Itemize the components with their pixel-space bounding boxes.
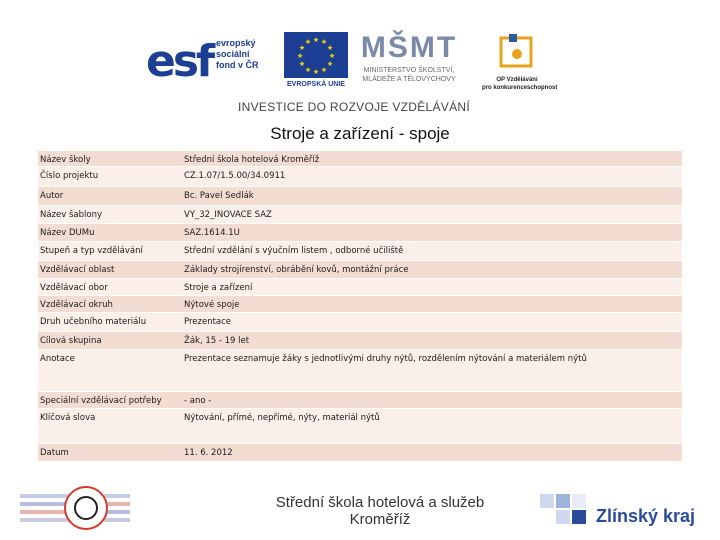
- metadata-table: [38, 151, 682, 462]
- row-value: Střední vzdělání s výučním listem , odborné učiliště: [184, 246, 404, 256]
- svg-text:★: ★: [304, 66, 312, 74]
- row-label: Název DUMu: [40, 228, 95, 238]
- region-name: Zlínský kraj: [596, 506, 696, 526]
- svg-text:★: ★: [320, 66, 328, 74]
- school-name-line-1: Střední škola hotelová a služeb: [275, 494, 485, 511]
- op-emblem-icon: [495, 32, 539, 72]
- msmt-logo: [344, 30, 474, 94]
- row-value: Střední škola hotelová Kroměříž: [184, 155, 320, 165]
- school-seal-icon: [64, 486, 108, 530]
- row-label: Vzdělávací obor: [40, 283, 108, 293]
- row-value: - ano -: [184, 396, 212, 406]
- msmt-caption-1: MINISTERSTVO ŠKOLSTVÍ,: [363, 67, 455, 74]
- esf-caption: evropský sociální fond v ČR: [216, 38, 259, 70]
- zlinsky-kraj-logo: [540, 490, 710, 534]
- esf-letters: esf: [146, 36, 213, 87]
- svg-text:★: ★: [320, 38, 328, 46]
- row-label: Speciální vzdělávací potřeby: [40, 396, 162, 406]
- svg-text:★: ★: [326, 60, 334, 68]
- row-value: Prezentace: [184, 317, 232, 327]
- op-caption-1: OP Vzdělávání: [496, 77, 538, 83]
- eu-flag-icon: [284, 32, 348, 78]
- table-row: [38, 279, 682, 296]
- school-name: [270, 494, 490, 528]
- deco-bar: [20, 518, 72, 522]
- table-row: [38, 187, 682, 206]
- deco-square: [540, 494, 554, 508]
- row-value: Základy strojírenství, obrábění kovů, montážní práce: [184, 265, 409, 275]
- row-value: Nýtování, přímé, nepřímé, nýty, materiál nýtů: [184, 413, 380, 423]
- svg-text:★: ★: [298, 44, 306, 52]
- table-row: [38, 206, 682, 224]
- table-row: [38, 332, 682, 350]
- svg-text:★: ★: [304, 38, 312, 46]
- row-label: Klíčová slova: [40, 413, 96, 423]
- msmt-caption-2: MLÁDEŽE A TĚLOVÝCHOVY: [362, 76, 456, 83]
- deco-square: [572, 510, 586, 524]
- table-row: [38, 444, 682, 462]
- row-label: Vzdělávací okruh: [40, 300, 113, 310]
- esf-logo: [146, 32, 278, 92]
- deco-square: [556, 510, 570, 524]
- row-label: Autor: [40, 191, 64, 201]
- svg-text:★: ★: [312, 68, 320, 76]
- row-value: SAZ.1614.1U: [184, 228, 240, 238]
- table-row: [38, 350, 682, 392]
- row-label: Číslo projektu: [40, 171, 99, 181]
- table-row: [38, 242, 682, 261]
- row-label: Vzdělávací oblast: [40, 265, 115, 275]
- table-row: [38, 261, 682, 279]
- svg-text:★: ★: [326, 44, 334, 52]
- row-label: Cílová skupina: [40, 336, 102, 346]
- svg-text:★: ★: [296, 52, 304, 60]
- row-value: Prezentace seznamuje žáky s jednotlivými druhy nýtů, rozdělením nýtování a materiálem nýtů: [184, 354, 587, 364]
- row-label: Anotace: [40, 354, 75, 364]
- row-value: Stroje a zařízení: [184, 283, 253, 293]
- table-row: [38, 392, 682, 409]
- row-label: Druh učebního materiálu: [40, 317, 147, 327]
- table-row: [38, 167, 682, 187]
- deco-bar: [104, 494, 130, 498]
- row-value: Bc. Pavel Sedlák: [184, 191, 254, 201]
- deco-bar: [104, 510, 130, 514]
- investice-tagline: INVESTICE DO ROZVOJE VZDĚLÁVÁNÍ: [238, 100, 471, 114]
- row-label: Datum: [40, 448, 69, 458]
- page-title: Stroje a zařízení - spoje: [270, 124, 450, 143]
- deco-square: [572, 494, 586, 508]
- eu-caption: EVROPSKÁ UNIE: [287, 81, 345, 88]
- msmt-letters: MŠMT: [360, 31, 458, 64]
- school-emblem: [20, 486, 130, 530]
- eu-logo: [284, 32, 348, 92]
- deco-bar: [104, 518, 130, 522]
- op-caption-2: pro konkurenceschopnost: [482, 85, 558, 91]
- row-value: Nýtové spoje: [184, 300, 240, 310]
- row-label: Název šablony: [40, 210, 103, 220]
- table-row: [38, 224, 682, 242]
- deco-bar: [20, 494, 72, 498]
- logo-banner: [140, 24, 560, 118]
- row-value: VY_32_INOVACE SAZ: [184, 210, 272, 220]
- row-value: 11. 6. 2012: [184, 448, 233, 458]
- table-row: [38, 151, 682, 167]
- school-name-line-2: Kroměříž: [349, 511, 411, 528]
- svg-text:★: ★: [312, 36, 320, 44]
- deco-square: [556, 494, 570, 508]
- svg-text:★: ★: [328, 52, 336, 60]
- table-row: [38, 313, 682, 332]
- row-value: Žák, 15 - 19 let: [184, 336, 250, 346]
- table-row: [38, 409, 682, 444]
- row-value: CZ.1.07/1.5.00/34.0911: [184, 171, 286, 181]
- svg-text:★: ★: [298, 60, 306, 68]
- table-row: [38, 296, 682, 313]
- op-logo: [482, 32, 558, 96]
- row-label: Stupeň a typ vzdělávání: [40, 246, 143, 256]
- row-label: Název školy: [40, 155, 91, 165]
